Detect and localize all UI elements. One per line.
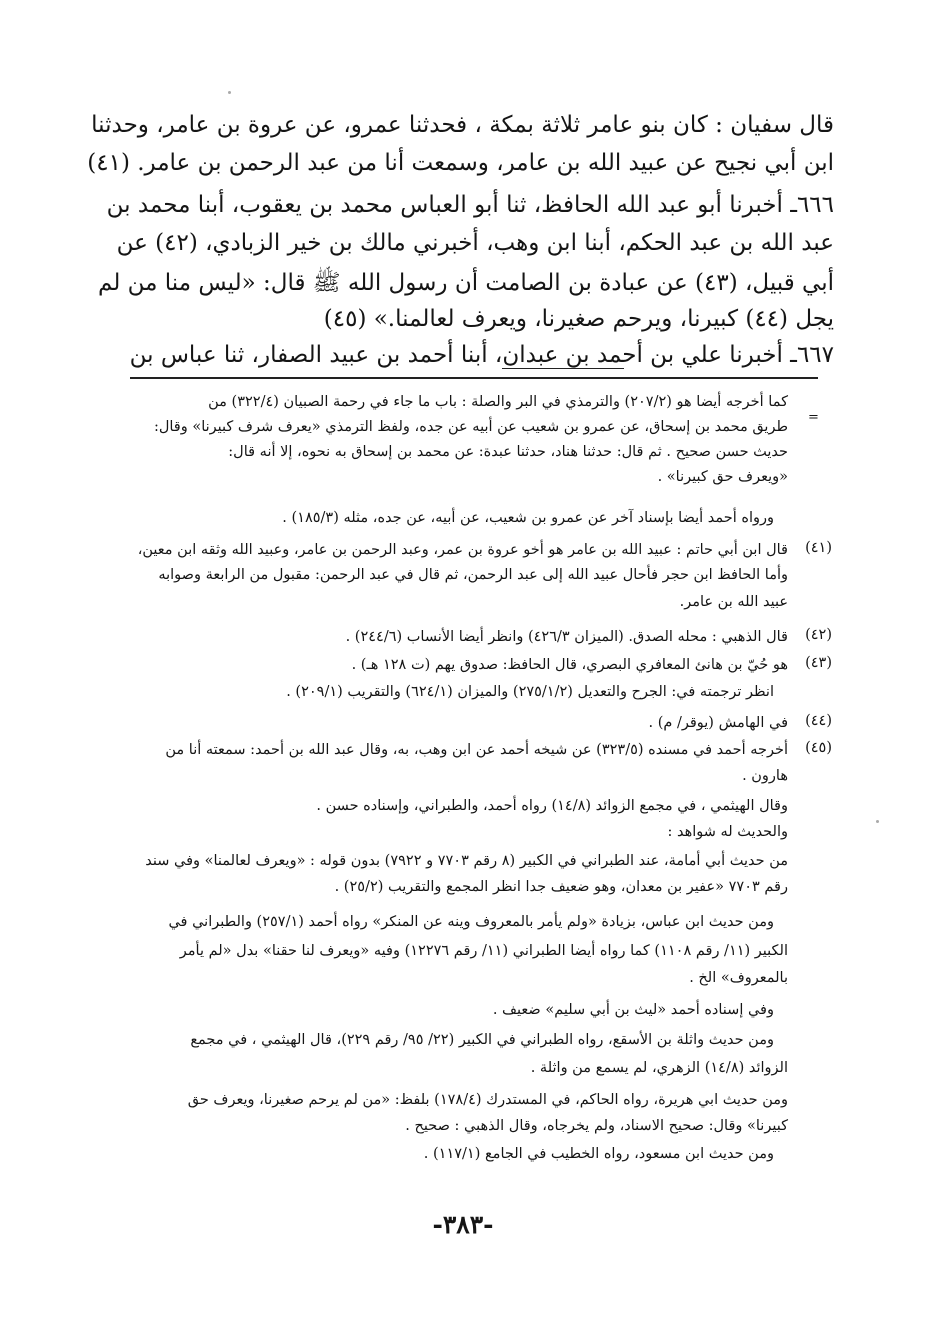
footnote-number: (٤٣) (805, 655, 832, 671)
footnote-line: بالمعروف» الخ . (689, 970, 788, 986)
footnote-line: أخرجه أحمد في مسنده (٣٢٣/٥) عن شيخه أحمد عن ابن وهب، به، وقال عبد الله بن أحمد: سمعته أنا من (165, 742, 788, 758)
footnote-line: ومن حديث ابي هريرة، رواه الحاكم، في المستدرك (١٧٨/٤) بلفظ: «من لم يرحم صغيرنا، ويعرف حق (187, 1092, 788, 1108)
footnote-line: الكبير (١١/ رقم ١١٠٨) كما رواه أيضا الطبراني (١١/ رقم ١٢٢٧٦) وفيه «ويعرف لنا حقنا» بدل «لم يأمر (179, 943, 788, 959)
footnote-number: (٤٢) (805, 627, 832, 643)
body-line: ابن أبي نجيح عن عبيد الله بن عامر، وسمعت أنا من عبد الرحمن بن عامر. (٤١) (87, 150, 834, 176)
footnote-line: ومن حديث ابن عباس، بزيادة «ولم يأمر بالمعروف وينه عن المنكر» رواه أحمد (٢٥٧/١) والطبراني في (168, 914, 774, 930)
footnote-line: الزوائد (١٤/٨) الزهري، لم يسمع من واثلة . (530, 1060, 788, 1076)
footnote-number: (٤٥) (805, 740, 832, 756)
footnote-line: قال الذهبي : محله الصدق. (الميزان ٤٢٦/٣) وانظر أيضا الأنساب (٢٤٤/٦) . (345, 629, 788, 645)
footnote-line: هو حُيّ بن هانئ المعافري البصري، قال الحافظ: صدوق يهم (ت ١٢٨ هـ) . (351, 657, 788, 673)
page-number: -٣٨٣- (432, 1210, 494, 1239)
name-underline (502, 368, 624, 369)
footnote-line: هارون . (742, 768, 788, 784)
footnote-number: (٤٤) (805, 713, 832, 729)
footnote-number: (٤١) (805, 540, 832, 556)
body-line: قال سفيان : كان بنو عامر ثلاثة بمكة ، فحدثنا عمرو، عن عروة بن عامر، وحدثنا (91, 112, 834, 138)
body-line: أبي قبيل، (٤٣) عن عبادة بن الصامت أن رسول الله ﷺ قال: «ليس منا من لم (98, 270, 834, 296)
scan-speck (876, 820, 879, 823)
footnote-line: كبيرنا» وقال: صحيح الاسناد، ولم يخرجاه، وقال الذهبي : صحيح . (405, 1118, 788, 1134)
footnote-line: ومن حديث واثلة بن الأسقع، رواه الطبراني في الكبير (٢٢/ ٩٥/ رقم ٢٢٩)، قال الهيثمي ، في مجمع (190, 1032, 774, 1048)
footnote-line: والحديث له شواهد : (667, 824, 788, 840)
footnote-separator (130, 377, 818, 379)
footnote-line: قال ابن أبي حاتم : عبيد الله بن عامر هو أخو عروة بن عمر، وعبد الرحمن بن عامر، وعبيد الله وثقه ابن معين، (137, 542, 788, 558)
footnote-line: كما أخرجه أيضا هو (٢٠٧/٢) والترمذي في البر والصلة : باب ما جاء في رحمة الصبيان (٣٢٢/٤) من (208, 394, 788, 410)
body-line: ٦٦٧ـ أخبرنا علي بن أحمد بن عبدان، أبنا أحمد بن عبيد الصفار، ثنا عباس بن (129, 342, 834, 368)
footnote-line: طريق محمد بن إسحاق، عن عمرو بن شعيب عن أبيه عن جده، ولفظ الترمذي «يعرف شرف كبيرنا» وقال: (153, 419, 788, 435)
footnote-line: في الهامش (يوقر/ م) . (648, 715, 788, 731)
body-line: ٦٦٦ـ أخبرنا أبو عبد الله الحافظ، ثنا أبو العباس محمد بن يعقوب، أبنا محمد بن (106, 192, 834, 218)
continuation-mark: = (808, 410, 819, 425)
footnote-line: ومن حديث ابن مسعود، رواه الخطيب في الجامع (١١٧/١) . (423, 1146, 774, 1162)
footnote-line: ورواه أحمد أيضا بإسناد آخر عن عمرو بن شعيب، عن أبيه، عن جده، مثله (١٨٥/٣) . (282, 510, 774, 526)
footnote-line: من حديث أبي أمامة، عند الطبراني في الكبير (٨ رقم ٧٧٠٣ و ٧٩٢٢) بدون قوله : «ويعرف لعالمنا» وفي سند (145, 853, 788, 869)
footnote-line: رقم ٧٧٠٣ «عفير بن معدان، وهو ضعيف جدا انظر المجمع والتقريب (٢٥/٢) . (334, 879, 788, 895)
footnote-line: وأما الحافظ ابن حجر فأحال عبيد الله إلى عبد الرحمن، ثم قال في عبد الرحمن: مقبول من الرابعة وصوابه (158, 567, 788, 583)
footnote-line: وقال الهيثمي ، في مجمع الزوائد (١٤/٨) رواه أحمد، والطبراني، وإسناده حسن . (316, 798, 788, 814)
scan-speck (228, 91, 231, 94)
footnote-line: عبيد الله بن عامر. (679, 594, 788, 610)
footnote-line: «ويعرف حق كبيرنا» . (657, 469, 788, 485)
body-line: يجل (٤٤) كبيرنا، ويرحم صغيرنا، ويعرف لعالمنا.» (٤٥) (323, 306, 834, 332)
footnote-line: وفي إسناده أحمد «ليث بن أبي سليم» ضعيف . (492, 1002, 774, 1018)
footnote-line: حديث حسن صحيح . ثم قال: حدثنا هناد، حدثنا عبدة: عن محمد بن إسحاق به نحوه، إلا أنه قال: (228, 444, 788, 460)
body-line: عبد الله بن عبد الحكم، أبنا ابن وهب، أخبرني مالك بن خير الزبادي، (٤٢) عن (116, 230, 834, 256)
footnote-line: انظر ترجمته في: الجرح والتعديل (٢٧٥/١/٢) والميزان (٦٢٤/١) والتقريب (٢٠٩/١) . (286, 684, 774, 700)
